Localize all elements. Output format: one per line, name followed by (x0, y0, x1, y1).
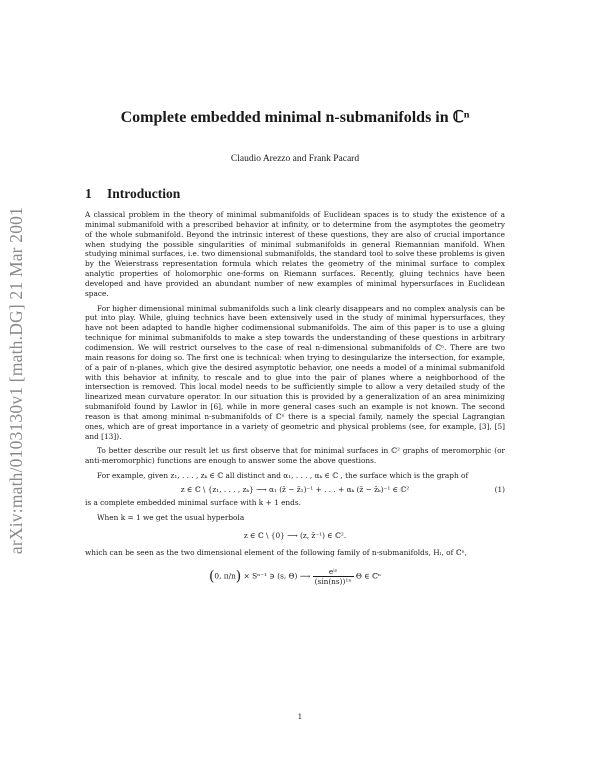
equation-1-tag: (1) (494, 484, 505, 494)
paper-title: Complete embedded minimal n-submanifolds in ℂⁿ (120, 109, 470, 126)
left-paren: ( (208, 568, 215, 585)
paragraph-6: When k = 1 we get the usual hyperbola (97, 512, 245, 522)
section-heading (85, 186, 505, 202)
paper-page (85, 108, 505, 590)
equation-1-body: z ∈ ℂ \ {z₁, . . . , zₖ} ⟶ α₁ (z̄ − z̄₁)⁻¹ + . . . + αₖ (z̄ − z̄ₖ)⁻¹ ∈ ℂ² (180, 484, 410, 494)
paragraph-2: For higher dimensional minimal submanifolds such a link clearly disappears and no complex analysis can be put into play. While, gluing technics have been extensively used in the study of minimal hypersurfaces, they have not been adapted to handle higher codimensional submanifolds. The aim of this paper is to use a gluing technique for minimal submanifolds to make a step towards the understanding of these questions in arbitrary codimension. We will restrict ourselves to the case of real n-dimensional submanifolds of ℂⁿ. There are two main reasons for doing so. The first one is technical: when trying to desingularize the intersection, for example, of a pair of n-planes, which give the desired asymptotic behavior, one needs a model of a minimal submanifold with this behavior at infinity, to rescale and to glue into the pair of planes where a neighborhood of the intersection is removed. This local model needs to be sufficiently simple to allow a very detailed study of the linearized mean curvature operator. In our situation this is provided by a generalization of an area minimizing submanifold found by Lawlor in [6], while in more general cases such an example is not known. The second reason is that among minimal n-submanifolds of ℂⁿ there is a special family, namely the special Lagrangian ones, which are of great importance in a variety of geometric and physical problems (see, for example, [3], [5] and [13]). (85, 303, 505, 441)
section-number: 1 (85, 186, 92, 201)
paragraph-3: To better describe our result let us first observe that for minimal surfaces in ℂ² graphs of meromorphic (or anti-meromorphic) functions are enough to answer some the above questions. (85, 446, 505, 466)
fraction-numerator: eⁱˢ (313, 567, 354, 577)
paragraph-5: is a complete embedded minimal surface with k + 1 ends. (85, 497, 301, 507)
section-title: Introduction (107, 186, 181, 201)
equation-3-interval: 0, π/n (214, 571, 236, 581)
equation-1 (85, 485, 505, 494)
equation-3-right: Θ ∈ ℂⁿ (353, 571, 382, 581)
equation-3-middle: × Sⁿ⁻¹ ∋ (s, Θ) ⟶ (241, 571, 313, 581)
equation-2 (85, 531, 505, 540)
equation-3-fraction (313, 567, 354, 586)
page-number: 1 (297, 712, 303, 721)
right-paren: ) (235, 568, 242, 585)
arxiv-side-stamp (0, 150, 34, 610)
arxiv-identifier: arXiv:math/0103130v1 [math.DG] 21 Mar 2001 (6, 206, 27, 554)
paragraph-1: A classical problem in the theory of minimal submanifolds of Euclidean spaces is to study the existence of a minimal submanifold with a prescribed behavior at infinity, or to determine from the asymptotes the geometry of the whole submanifold. Beyond the intrinsic interest of these questions, they are also of crucial importance when studying the possible singularities of minimal submanifolds in general Riemannian manifold. When studying minimal surfaces, i.e. two dimensional submanifolds, the standard tool to solve these problems is given by the Weierstrass representation formula which relates the geometry of the minimal surface to complex analytic properties of holomorphic one-forms on Riemann surfaces. Recently, gluing technics have been developed and have provided an abundant number of new examples of minimal hypersurfaces in Euclidean space. (85, 210, 505, 298)
paper-authors: Claudio Arezzo and Frank Pacard (230, 154, 360, 164)
equation-2-body: z ∈ ℂ \ {0} ⟶ (z, z̄⁻¹) ∈ ℂ². (243, 530, 347, 540)
fraction-denominator: (sin(ns))¹ⁿ (314, 577, 352, 587)
paragraph-7: which can be seen as the two dimensional element of the following family of n-submanifolds, Hₗ, of ℂⁿ, (85, 547, 467, 557)
equation-3 (85, 567, 505, 586)
paragraph-4: For example, given z₁, . . . , zₖ ∈ ℂ all distinct and α₁, . . . , αₖ ∈ ℂ , the surface which is the graph of (97, 471, 469, 481)
